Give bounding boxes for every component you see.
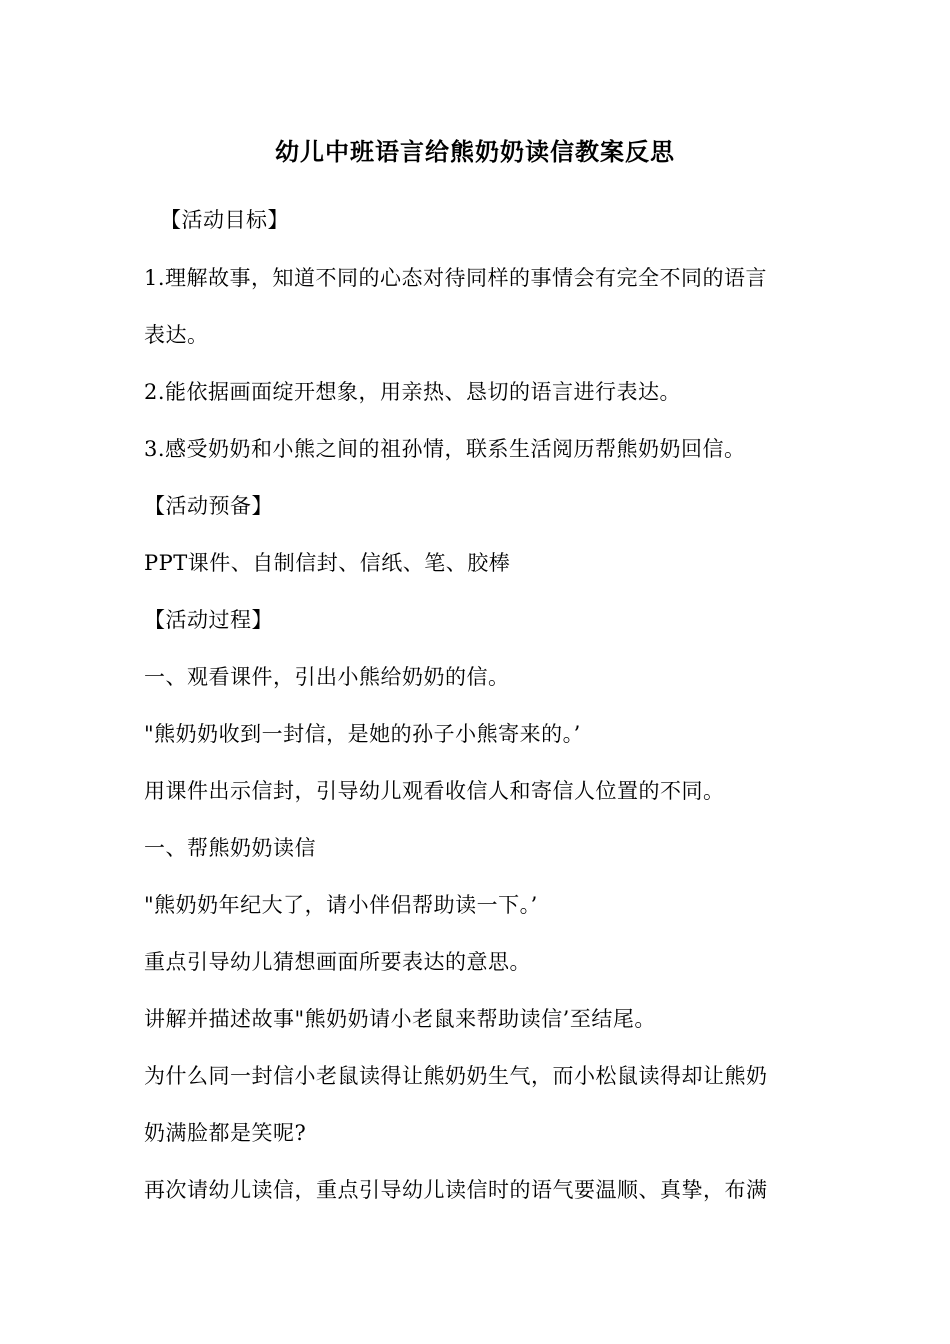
paragraph-line: "熊奶奶收到一封信，是她的孙子小熊寄来的。’ [144,722,581,746]
section-heading-process: 【活动过程】 [144,608,273,632]
paragraph-line: 一、帮熊奶奶读信 [144,836,316,860]
paragraph-line: "熊奶奶年纪大了，请小伴侣帮助读一下。’ [144,893,538,917]
paragraph-line: 重点引导幼儿猜想画面所要表达的意思。 [144,950,531,974]
paragraph-line: 一、观看课件，引出小熊给奶奶的信。 [144,665,510,689]
paragraph-line: 为什么同一封信小老鼠读得让熊奶奶生气，而小松鼠读得却让熊奶 [144,1064,768,1088]
section-heading-preparation: 【活动预备】 [144,494,273,518]
section-heading-objectives: 【活动目标】 [160,208,289,232]
paragraph-line: 2.能依据画面绽开想象，用亲热、恳切的语言进行表达。 [144,380,682,404]
document-title: 幼儿中班语言给熊奶奶读信教案反思 [275,137,675,166]
paragraph-line: 1.理解故事，知道不同的心态对待同样的事情会有完全不同的语言 [144,266,768,290]
paragraph-line: 用课件出示信封，引导幼儿观看收信人和寄信人位置的不同。 [144,779,725,803]
paragraph-line: 奶满脸都是笑呢? [144,1121,307,1145]
paragraph-line: 再次请幼儿读信，重点引导幼儿读信时的语气要温顺、真挚，布满 [144,1178,768,1202]
paragraph-line: 表达。 [144,323,209,347]
paragraph-line: 3.感受奶奶和小熊之间的祖孙情，联系生活阅历帮熊奶奶回信。 [144,437,746,461]
paragraph-line: 讲解并描述故事"熊奶奶请小老鼠来帮助读信’至结尾。 [144,1007,656,1031]
paragraph-line: PPT课件、自制信封、信纸、笔、胶棒 [144,551,511,575]
